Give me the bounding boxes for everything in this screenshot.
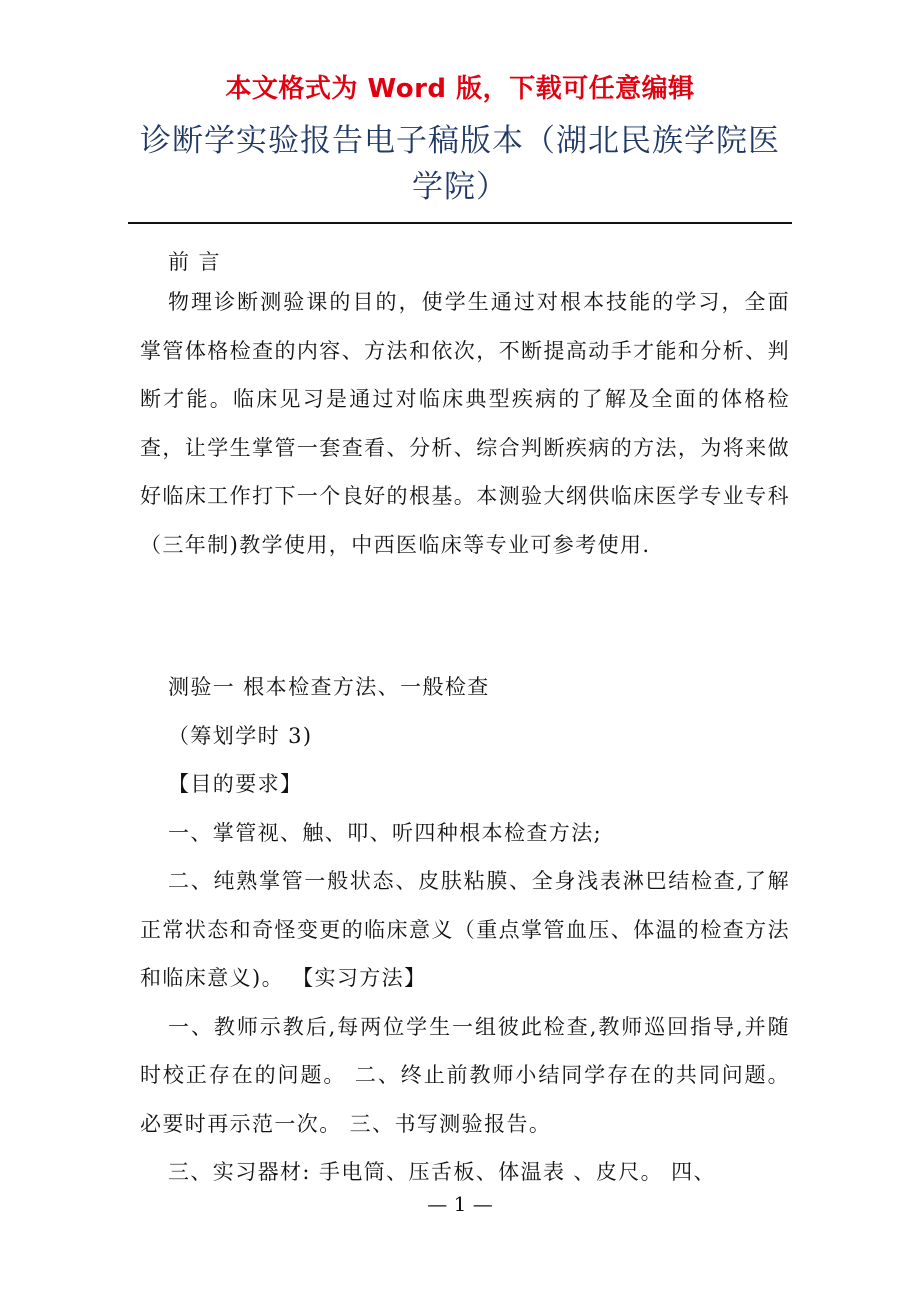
format-notice: 本文格式为 Word 版，下载可任意编辑 xyxy=(225,74,695,104)
preface-heading-text: 前 言 xyxy=(168,250,221,274)
preface-body: 物理诊断测验课的目的，使学生通过对根本技能的学习，全面掌管体格检查的内容、方法和依次，不断提高动手才能和分析、判断才能。临床见习是通过对临床典型疾病的了解及全面的体格检查，让学生掌管一套查看、分析、综合判断疾病的方法，为将来做好临床工作打下一个良好的根基。本测验大纲供临床医学专业专科（三年制)教学使用，中西医临床等专业可参考使用. xyxy=(140,290,790,557)
title-divider xyxy=(128,222,792,224)
section-heading: 测验一 根本检查方法、一般检查 xyxy=(168,675,490,699)
document-title: 诊断学实验报告电子稿版本（湖北民族学院医学院） xyxy=(140,123,780,205)
equipment-paragraph: 三、实习器材: 手电筒、压舌板、体温表 、皮尺。 四、 xyxy=(168,1160,716,1184)
methods-paragraph: 一、教师示教后,每两位学生一组彼此检查,教师巡回指导,并随时校正存在的问题。 二、终止前教师小结同学存在的共同问题。必要时再示范一次。 三、书写测验报告。 xyxy=(140,1014,790,1136)
section-block xyxy=(140,663,790,1197)
objective-1: 一、掌管视、触、叩、听四种根本检查方法; xyxy=(168,820,603,845)
objective-2: 二、纯熟掌管一般状态、皮肤粘膜、全身浅表淋巴结检查,了解正常状态和奇怪变更的临床意义（重点掌管血压、体温的检查方法和临床意义)。 【实习方法】 xyxy=(140,869,790,990)
page-number: — 1 — xyxy=(427,1192,493,1216)
section-hours: （筹划学时 3) xyxy=(168,723,313,748)
objectives-heading: 【目的要求】 xyxy=(168,772,303,796)
preface-paragraph xyxy=(140,278,790,569)
